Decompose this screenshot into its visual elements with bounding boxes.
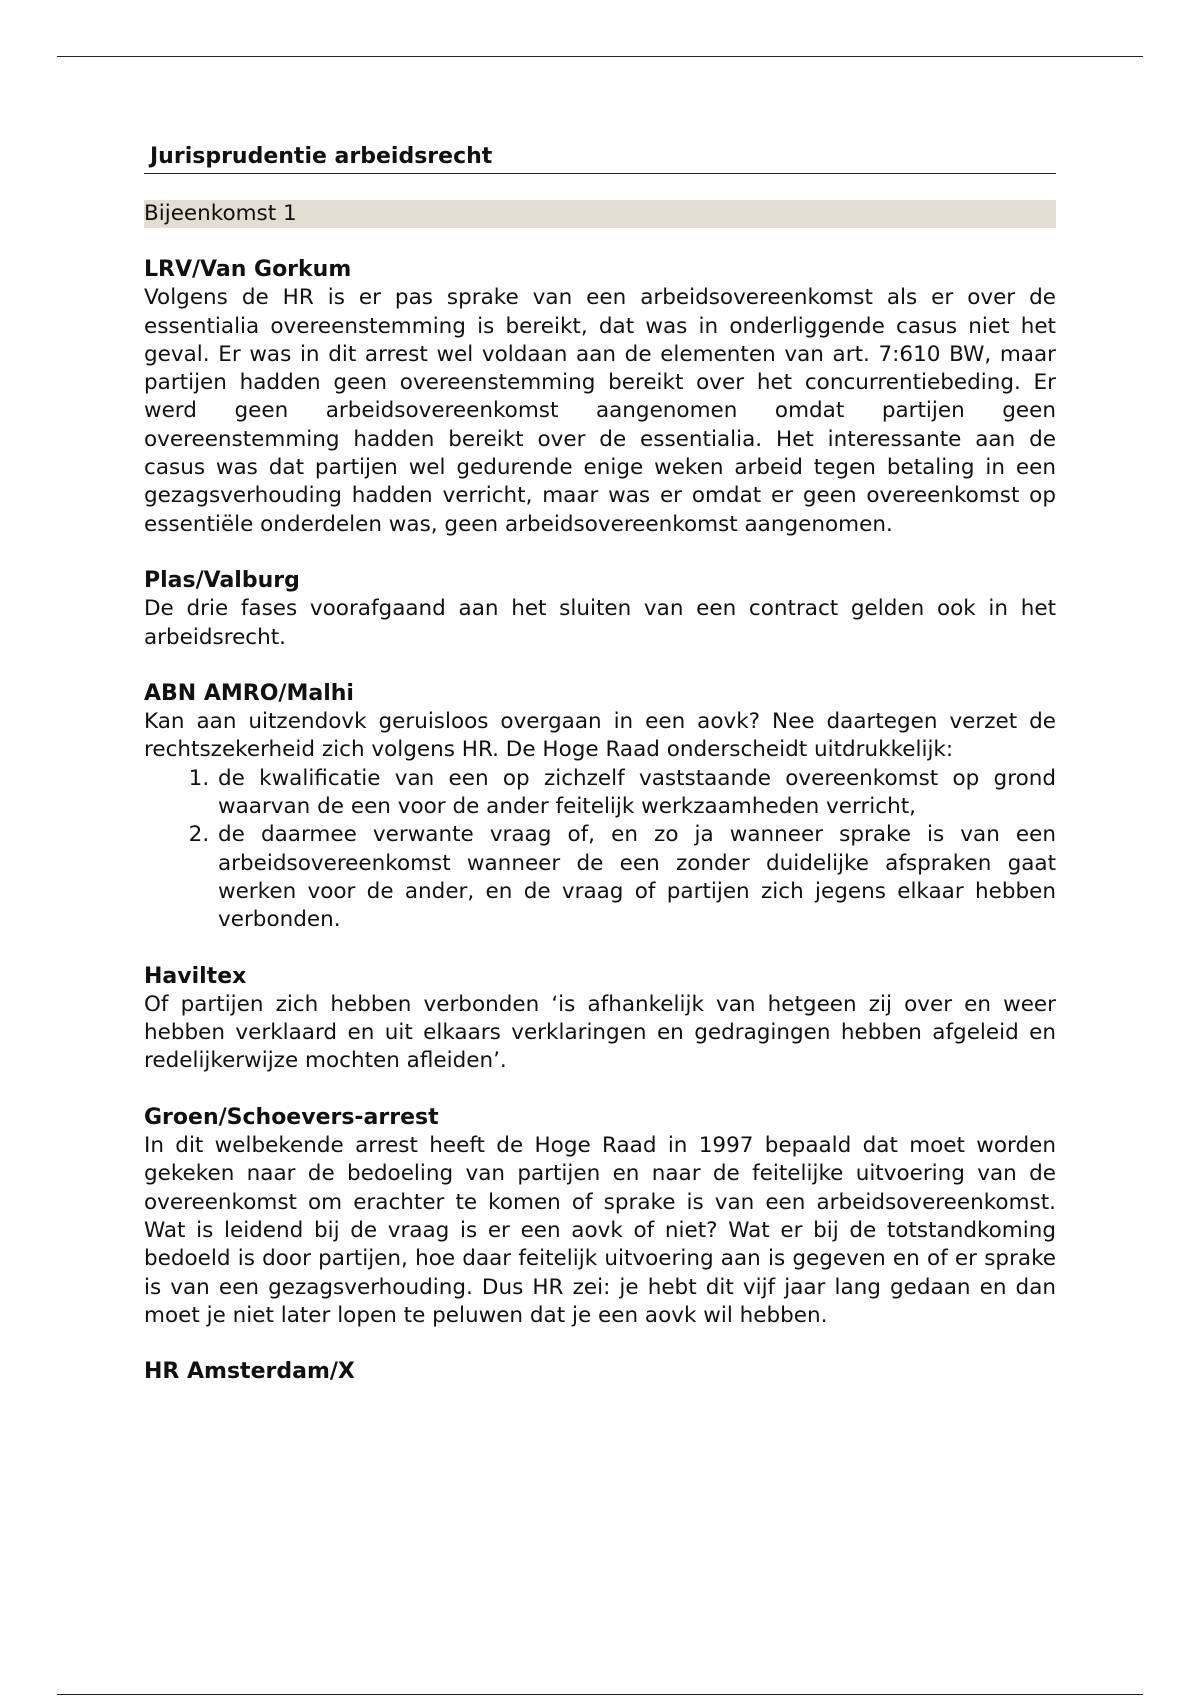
case-body: Volgens de HR is er pas sprake van een arbeidsovereenkomst als er over de essentialia overeenstemming is bereikt, dat was in onderliggende casus niet het geval. Er was in dit arrest wel voldaan aan de elementen van art. 7:610 BW, maar partijen hadden geen overeenstemming bereikt over het concurrentiebeding. Er werd geen arbeidsovereenkomst aangenomen omdat partijen geen overeenstemming hadden bereikt over de essentialia. Het interessante aan de casus was dat partijen wel gedurende enige weken arbeid tegen betaling in een gezagsverhouding hadden verricht, maar was er omdat er geen overeenkomst op essentiële onderdelen was, geen arbeidsovereenkomst aangenomen. — [144, 285, 1056, 537]
list-item: 1. de kwalificatie van een op zichzelf vaststaande overeenkomst op grond waarvan de een voor de ander feitelijk werkzaamheden verricht, — [216, 765, 1056, 822]
case-abn-amro-malhi — [144, 680, 1056, 935]
case-body: De drie fases voorafgaand aan het sluiten van een contract gelden ook in het arbeidsrecht. — [144, 596, 1056, 650]
case-haviltex — [144, 963, 1056, 1076]
case-title: Groen/Schoevers-arrest — [144, 1104, 439, 1130]
page-top-rule — [57, 56, 1143, 57]
case-lrv-van-gorkum — [144, 256, 1056, 539]
meeting-heading: Bijeenkomst 1 — [144, 200, 1056, 228]
case-title: Plas/Valburg — [144, 567, 300, 593]
case-hr-amsterdam-x — [144, 1358, 1056, 1386]
case-groen-schoevers — [144, 1104, 1056, 1330]
document-title: Jurisprudentie arbeidsrecht — [144, 142, 1056, 174]
case-title: HR Amsterdam/X — [144, 1359, 355, 1385]
list-item: 2. de daarmee verwante vraag of, en zo ja wanneer sprake is van een arbeidsovereenkomst wanneer de een zonder duidelijke afspraken gaat werken voor de ander, en de vraag of partijen zich jegens elkaar hebben verbonden. — [216, 821, 1056, 934]
page-bottom-rule — [57, 1694, 1143, 1695]
case-body: Of partijen zich hebben verbonden ‘is afhankelijk van hetgeen zij over en weer hebben verklaard en uit elkaars verklaringen en gedragingen hebben afgeleid en redelijkerwijze mochten afleiden’. — [144, 991, 1056, 1074]
case-body: Kan aan uitzendovk geruisloos overgaan in een aovk? Nee daartegen verzet de rechtszekerheid zich volgens HR. De Hoge Raad onderscheidt uitdrukkelijk: — [144, 709, 1056, 763]
case-title: LRV/Van Gorkum — [144, 257, 352, 282]
case-body: In dit welbekende arrest heeft de Hoge Raad in 1997 bepaald dat moet worden gekeken naar de bedoeling van partijen en naar de feitelijke uitvoering van de overeenkomst om erachter te komen of sprake is van een arbeidsovereenkomst. Wat is leidend bij de vraag is er een aovk of niet? Wat er bij de totstandkoming bedoeld is door partijen, hoe daar feitelijk uitvoering aan is gegeven en of er sprake is van een gezagsverhouding. Dus HR zei: je hebt dit vijf jaar lang gedaan en dan moet je niet later lopen te peluwen dat je een aovk wil hebben. — [144, 1133, 1056, 1328]
document-content — [144, 142, 1056, 1386]
case-plas-valburg — [144, 567, 1056, 652]
numbered-list — [144, 765, 1056, 935]
case-title: Haviltex — [144, 963, 247, 989]
case-title: ABN AMRO/Malhi — [144, 680, 354, 706]
